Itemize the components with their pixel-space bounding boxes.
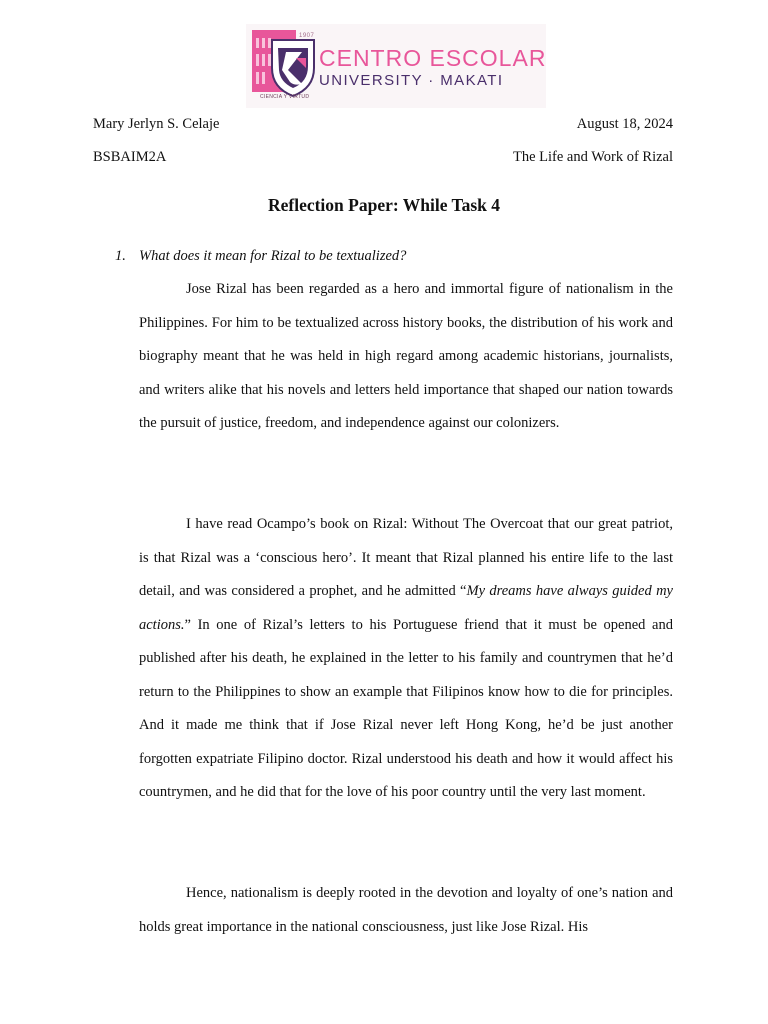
university-logo [246,24,546,108]
question-number: 1. [115,248,126,264]
logo-motto: CIENCIA Y VIRTUD [260,94,310,100]
paragraph-2-quote: My dreams have always guided my actions. [139,583,673,633]
paragraph-2 [139,508,673,810]
paragraph-2-part-1: I have read Ocampo’s book on Rizal: Without The Overcoat that our great patriot, is that Rizal was a ‘conscious hero’. It meant that Rizal planned his entire life to the last detail, and was considered a prophet, and he admitted “ [139,516,673,599]
paragraph-2-part-2: ” In one of Rizal’s letters to his Portuguese friend that it must be opened and published after his death, he explained in the letter to his family and countrymen that he’d return to the Philippines to show an example that Filipinos know how to die for principles. And it made me think that if Jose Rizal never left Hong Kong, he’d be just another forgotten expatriate Filipino doctor. Rizal understood his death and how it would affect his countrymen, and he did that for the love of his poor country until the very last moment. [139,616,673,800]
logo-name-line2: UNIVERSITY · MAKATI [319,72,504,89]
university-crest-icon [250,28,320,104]
question-text: What does it mean for Rizal to be textualized? [139,248,407,264]
paragraph-3: Hence, nationalism is deeply rooted in the devotion and loyalty of one’s nation and holds great importance in the national consciousness, just like Jose Rizal. His [139,885,673,935]
date: August 18, 2024 [576,116,673,132]
question-item [115,247,406,265]
section: BSBAIM2A [93,149,167,165]
paragraph-1: Jose Rizal has been regarded as a hero and immortal figure of nationalism in the Philippines. For him to be textualized across history books, the distribution of his work and biography meant that he was held in high regard among academic historians, journalists, and writers alike that his novels and letters held importance that shaped our nation towards the pursuit of justice, freedom, and independence against our colonizers. [139,281,673,431]
author-name: Mary Jerlyn S. Celaje [93,116,220,132]
logo-year: 1907 [299,33,315,39]
course-title: The Life and Work of Rizal [512,149,673,165]
logo-name-line1: CENTRO ESCOLAR [319,45,547,71]
paper-title: Reflection Paper: While Task 4 [267,195,501,215]
